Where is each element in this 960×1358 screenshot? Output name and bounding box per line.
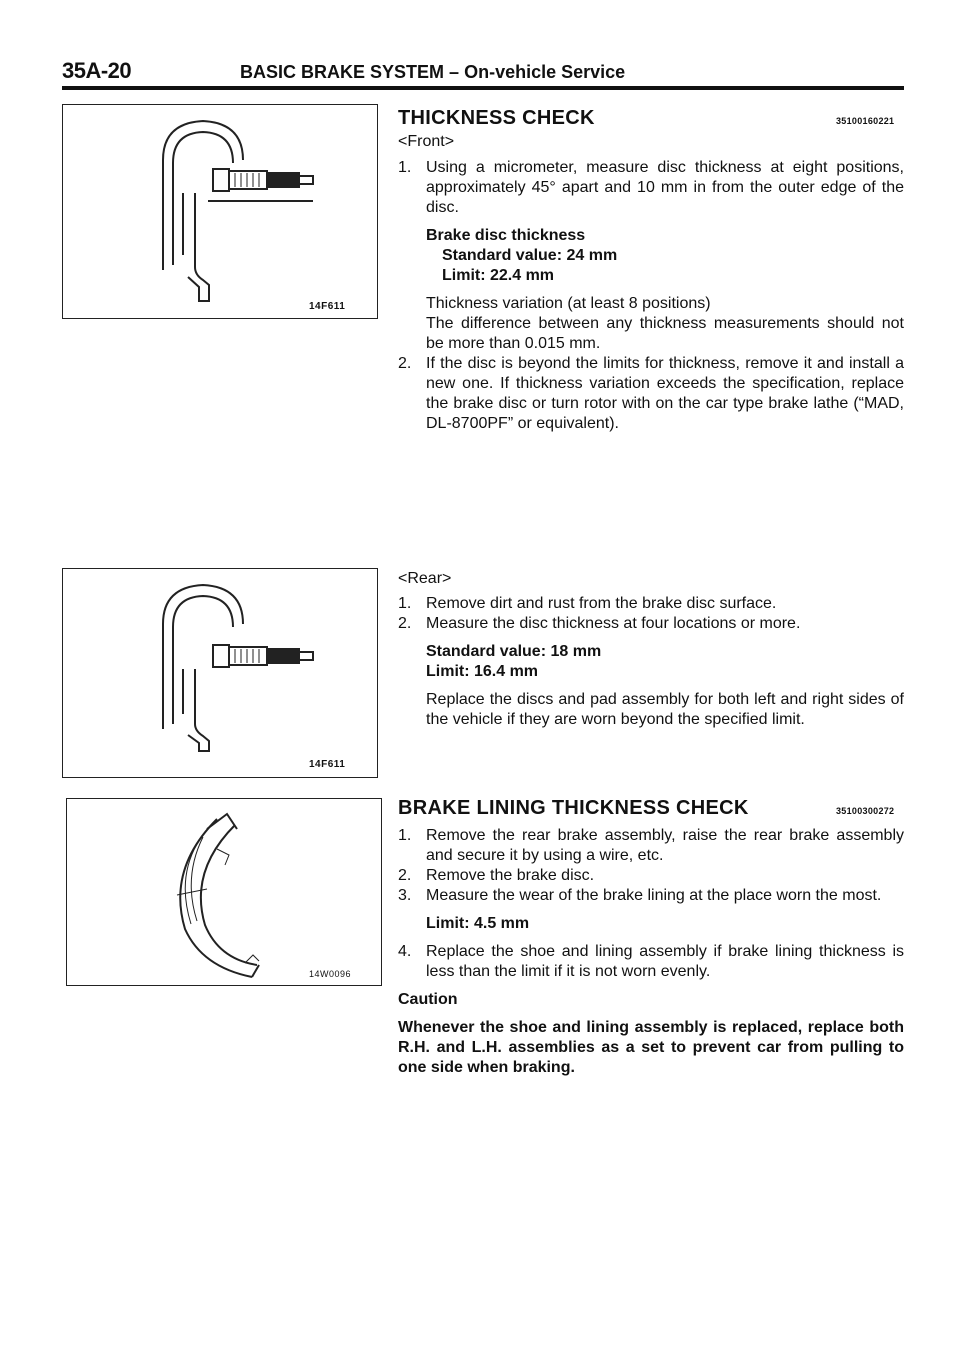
header-rule — [62, 86, 904, 90]
step-text: Measure the disc thickness at four locations or more. — [426, 615, 801, 632]
item-number: 2. — [398, 615, 412, 632]
section-subtitle: On-vehicle Service — [464, 62, 626, 82]
rear-limit: Limit: 16.4 mm — [426, 663, 539, 680]
step-text: Replace the shoe and lining assembly if brake lining thickness is less than the limit if it is not worn evenly. — [426, 943, 904, 980]
brake-shoe-illustration — [67, 799, 383, 987]
figure-brake-shoe — [66, 798, 382, 986]
step-text: Using a micrometer, measure disc thickness at eight positions, approximately 45° apart and 10 mm in from the outer edge of the disc. — [426, 159, 904, 216]
rear-spec-block — [398, 642, 904, 682]
figure-code: 14F611 — [309, 759, 346, 770]
heading-thickness-check: THICKNESS CHECK — [398, 107, 595, 129]
page-header — [62, 58, 904, 88]
list-item — [398, 942, 904, 982]
spec-limit: Limit: 22.4 mm — [442, 267, 555, 284]
micrometer-illustration — [63, 569, 379, 779]
spec-title: Brake disc thickness — [426, 227, 586, 244]
figure-code: 14W0096 — [309, 969, 352, 979]
section-code-lining: 35100300272 — [836, 806, 895, 816]
rear-standard: Standard value: 18 mm — [426, 643, 602, 660]
step-text: If the disc is beyond the limits for thickness, remove it and install a new one. If thickness variation exceeds the specification, replace the brake disc or turn rotor with on the car type brake lathe (“MAD, DL-8700PF” or equivalent). — [426, 355, 904, 432]
item-number: 2. — [398, 355, 412, 372]
item-number: 4. — [398, 943, 412, 960]
step-text: Remove dirt and rust from the brake disc surface. — [426, 595, 777, 612]
caution-text: Whenever the shoe and lining assembly is replaced, replace both R.H. and L.H. assemblies as a set to prevent car from pulling to one side when braking. — [398, 1019, 904, 1076]
rear-body — [398, 594, 904, 730]
front-label: <Front> — [398, 133, 455, 150]
figure-micrometer-rear — [62, 568, 378, 778]
item-number: 2. — [398, 867, 412, 884]
item-number: 1. — [398, 159, 412, 176]
figure-code: 14F611 — [309, 301, 346, 312]
page-number: 35A-20 — [62, 58, 132, 83]
list-item — [398, 866, 904, 886]
step-text: Remove the brake disc. — [426, 867, 595, 884]
rear-note: Replace the discs and pad assembly for both left and right sides of the vehicle if they are worn beyond the specified limit. — [426, 691, 904, 728]
variation-title: Thickness variation (at least 8 positions) — [426, 295, 711, 312]
item-number: 3. — [398, 887, 412, 904]
spec-block — [398, 226, 904, 286]
lining-body — [398, 826, 904, 1078]
heading-lining-check: BRAKE LINING THICKNESS CHECK — [398, 797, 749, 819]
lining-limit: Limit: 4.5 mm — [426, 915, 530, 932]
micrometer-illustration — [63, 105, 379, 320]
list-item — [398, 354, 904, 434]
item-number: 1. — [398, 595, 412, 612]
caution-title: Caution — [398, 991, 458, 1008]
list-item — [398, 594, 904, 614]
list-item — [398, 826, 904, 866]
title-separator: – — [449, 62, 460, 82]
item-number: 1. — [398, 827, 412, 844]
step-text: Measure the wear of the brake lining at the place worn the most. — [426, 887, 882, 904]
step-text: Remove the rear brake assembly, raise the rear brake assembly and secure it by using a wire, etc. — [426, 827, 904, 864]
section-title — [240, 62, 625, 83]
figure-micrometer-front — [62, 104, 378, 319]
section-code-thickness: 35100160221 — [836, 116, 895, 126]
rear-label: <Rear> — [398, 570, 452, 587]
section-title-main: BASIC BRAKE SYSTEM — [240, 62, 445, 82]
variation-block — [398, 294, 904, 354]
list-item — [398, 614, 904, 634]
spec-standard: Standard value: 24 mm — [442, 247, 618, 264]
list-item — [398, 158, 904, 218]
thickness-body — [398, 158, 904, 434]
list-item — [398, 886, 904, 906]
variation-text: The difference between any thickness measurements should not be more than 0.015 mm. — [426, 315, 904, 352]
